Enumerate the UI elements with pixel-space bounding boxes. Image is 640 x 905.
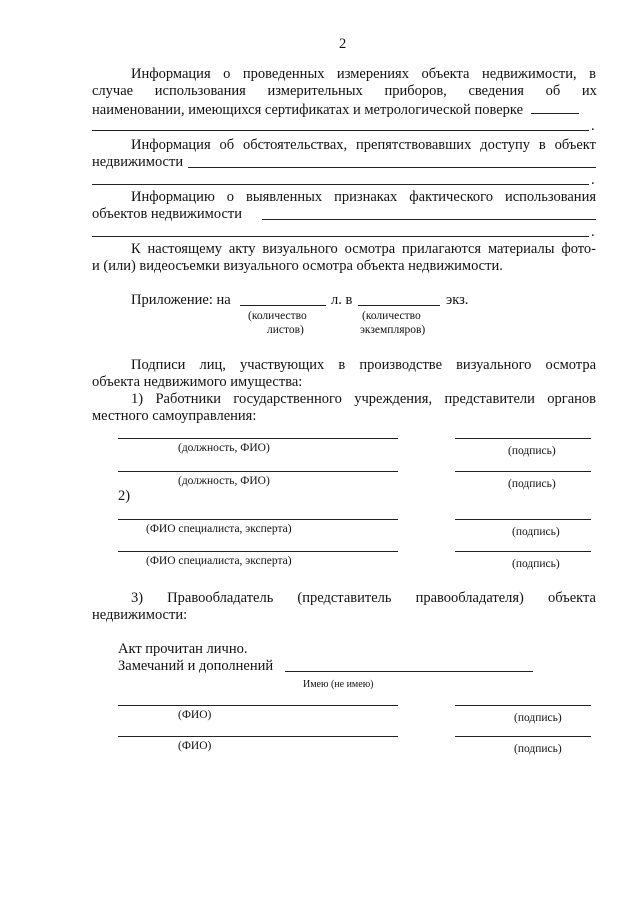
section2-specialist-blank-2[interactable] (118, 551, 398, 552)
usage-blank-2[interactable] (92, 236, 589, 237)
section3-fio-blank-1[interactable] (118, 705, 398, 706)
appendix-copies-blank[interactable] (358, 305, 440, 306)
section3-signature-blank-1[interactable] (455, 705, 591, 706)
section2-signature-label-2: (подпись) (512, 558, 560, 570)
section2-specialist-label-1: (ФИО специалиста, эксперта) (146, 523, 292, 535)
usage-blank-1[interactable] (262, 219, 596, 220)
appendix-prefix: Приложение: на (131, 292, 231, 308)
section3-fio-label-1: (ФИО) (178, 709, 212, 721)
measurements-line-2-word: приборов, (384, 83, 447, 99)
obstacles-line-3-end: . (591, 172, 595, 188)
section3-remarks: Замечаний и дополнений (118, 658, 274, 674)
obstacles-line-1: Информация об обстоятельствах, препятствовавших доступу в объект (131, 137, 596, 153)
measurements-line-2-word: их (581, 83, 597, 99)
section1-position-label-2: (должность, ФИО) (178, 475, 270, 487)
section2-signature-blank-2[interactable] (455, 551, 591, 552)
appendix-copies-hint-2: экземпляров) (360, 324, 426, 336)
measurements-line-2-word: измерительных (267, 83, 363, 99)
section3-signature-label-1: (подпись) (514, 712, 562, 724)
usage-line-2: объектов недвижимости (92, 206, 243, 222)
measurements-line-2-word: сведения (468, 83, 524, 99)
section3-line-2: недвижимости: (92, 607, 188, 623)
appendix-sheets-hint-1: (количество (248, 310, 307, 322)
section3-have-hint: Имею (не имею) (303, 679, 374, 690)
section3-fio-label-2: (ФИО) (178, 740, 212, 752)
attached-line-2: и (или) видеосъемки визуального осмотра объекта недвижимости. (92, 258, 503, 274)
section1-position-blank-2[interactable] (118, 471, 398, 472)
appendix-copies-unit: экз. (446, 292, 469, 308)
section3-signature-label-2: (подпись) (514, 743, 562, 755)
section1-line-1: 1) Работники государственного учреждения, представители органов (131, 391, 596, 407)
measurements-line-3 (92, 100, 579, 119)
attached-line-1: К настоящему акту визуального осмотра прилагаются материалы фото- (131, 241, 596, 257)
section3-line-1-word: (представитель (297, 590, 392, 606)
measurements-line-2-word: использования (154, 83, 246, 99)
section3-line-1 (131, 590, 596, 607)
measurements-line-2-word: об (545, 83, 561, 99)
section2-signature-blank-1[interactable] (455, 519, 591, 520)
appendix-sheets-blank[interactable] (240, 305, 326, 306)
section1-signature-label-1: (подпись) (508, 445, 556, 457)
section2-number: 2) (118, 488, 131, 504)
section1-line-2: местного самоуправления: (92, 408, 257, 424)
page-number: 2 (339, 36, 347, 52)
obstacles-blank-2[interactable] (92, 184, 589, 185)
usage-line-3-end: . (591, 224, 595, 240)
section3-line-1-word: 3) (131, 590, 144, 606)
section3-signature-blank-2[interactable] (455, 736, 591, 737)
obstacles-blank-1[interactable] (188, 167, 596, 168)
section3-line-1-word: Правообладатель (167, 590, 274, 606)
measurements-line-1: Информация о проведенных измерениях объекта недвижимости, в (131, 66, 596, 82)
obstacles-line-2: недвижимости (92, 154, 184, 170)
signatures-intro-line-2: объекта недвижимого имущества: (92, 374, 303, 390)
section1-signature-blank-1[interactable] (455, 438, 591, 439)
measurements-line-2 (92, 83, 597, 100)
section3-read-personally: Акт прочитан лично. (118, 641, 248, 657)
measurements-blank-1[interactable] (531, 100, 579, 114)
section3-line-1-word: правообладателя) (415, 590, 524, 606)
section2-specialist-label-2: (ФИО специалиста, эксперта) (146, 555, 292, 567)
usage-line-1: Информацию о выявленных признаках фактического использования (131, 189, 596, 205)
section1-position-blank-1[interactable] (118, 438, 398, 439)
signatures-intro-line-1: Подписи лиц, участвующих в производстве визуального осмотра (131, 357, 596, 373)
measurements-blank-2[interactable] (92, 130, 589, 131)
section1-position-label-1: (должность, ФИО) (178, 442, 270, 454)
section1-signature-label-2: (подпись) (508, 478, 556, 490)
measurements-line-4-end: . (591, 118, 595, 134)
section3-fio-blank-2[interactable] (118, 736, 398, 737)
appendix-sheets-unit: л. в (331, 292, 353, 308)
section2-specialist-blank-1[interactable] (118, 519, 398, 520)
section2-signature-label-1: (подпись) (512, 526, 560, 538)
section1-signature-blank-2[interactable] (455, 471, 591, 472)
measurements-line-3-text: наименовании, имеющихся сертификатах и метрологической поверке (92, 102, 524, 118)
section3-line-1-word: объекта (547, 590, 596, 606)
measurements-line-2-word: случае (92, 83, 134, 99)
section3-remarks-blank[interactable] (285, 671, 533, 672)
appendix-copies-hint-1: (количество (362, 310, 421, 322)
appendix-sheets-hint-2: листов) (267, 324, 304, 336)
